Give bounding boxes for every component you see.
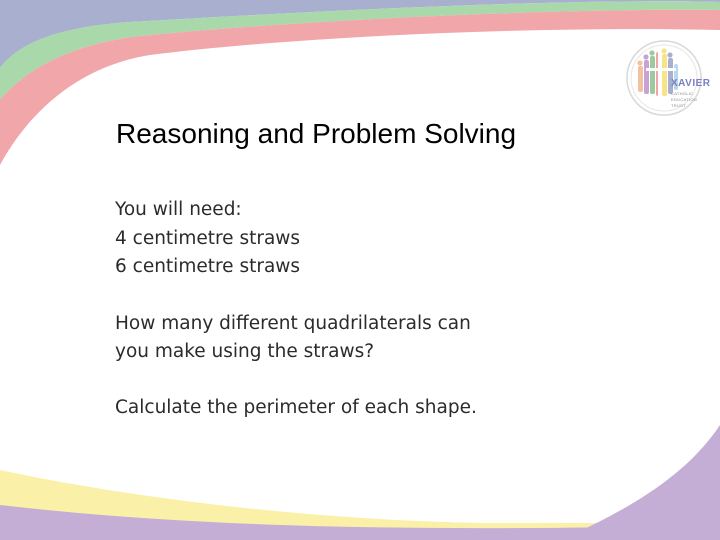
band-purple — [560, 425, 720, 540]
logo-sub-line: CATHOLIC — [671, 91, 694, 96]
needs-heading: You will need: — [115, 199, 242, 220]
question-line: you make using the straws? — [115, 341, 375, 362]
logo-sub-line: TRUST — [671, 103, 686, 108]
needs-item: 6 centimetre straws — [115, 256, 301, 277]
question-line: How many different quadrilaterals can — [115, 313, 471, 334]
slide-title: Reasoning and Problem Solving — [116, 118, 517, 149]
needs-item: 4 centimetre straws — [115, 228, 301, 249]
xavier-logo — [624, 38, 714, 118]
instruction-text: Calculate the perimeter of each shape. — [115, 397, 477, 418]
logo-sub-line: EDUCATION — [671, 97, 697, 102]
logo-name: XAVIER — [671, 78, 711, 89]
